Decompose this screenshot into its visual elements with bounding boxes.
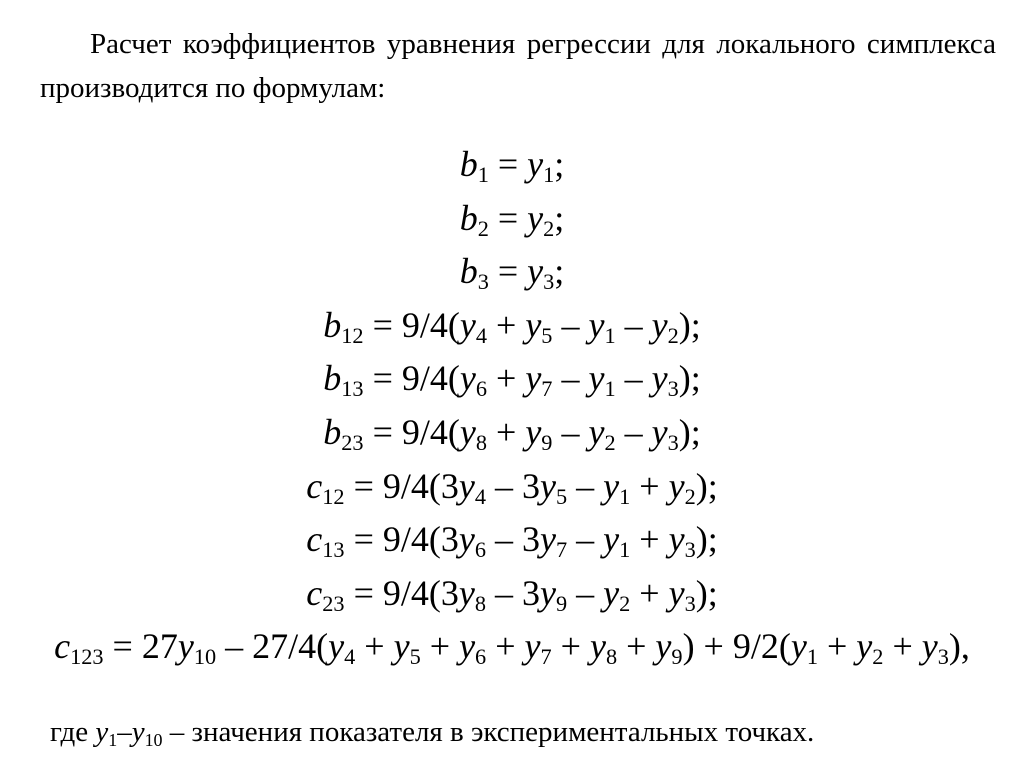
formula-c12: $c_{12} = 9/4(3y_4 - 3y_5 - y_1 + y_2)$; — [306, 465, 718, 509]
intro-paragraph: Расчет коэффициентов уравнения регрессии для локального симплекса производится по формулам: — [40, 28, 996, 104]
formula-c123: $c_{123} = 27y_{10} - 27/4(y_4 + y_5 + y_6 + y_7 + y_8 + y_9) + 9/2(y_1 + y_2 + y_3)$, — [54, 626, 970, 670]
formula-b23: $b_{23} = 9/4(y_8 + y_9 - y_2 - y_3)$; — [323, 411, 701, 456]
formula-list — [0, 138, 1024, 674]
formula-b12: $b_{12} = 9/4(y_4 + y_5 - y_1 - y_2)$; — [323, 304, 701, 349]
formula-c13: $c_{13} = 9/4(3y_6 - 3y_7 - y_1 + y_3)$; — [306, 519, 718, 563]
formula-b1: $b_1 = y_1$; — [459, 144, 565, 188]
formula-c23: $c_{23} = 9/4(3y_8 - 3y_9 - y_2 + y_3)$; — [306, 572, 718, 616]
formula-b3: $b_3 = y_3$; — [459, 251, 565, 295]
formula-b2: $b_2 = y_2$; — [459, 197, 565, 241]
footnote-text: где $y_1-y_{10}$ – значения показателя в экспериментальных точках. — [50, 716, 815, 751]
formula-b13: $b_{13} = 9/4(y_6 + y_7 - y_1 - y_3)$; — [323, 358, 701, 402]
